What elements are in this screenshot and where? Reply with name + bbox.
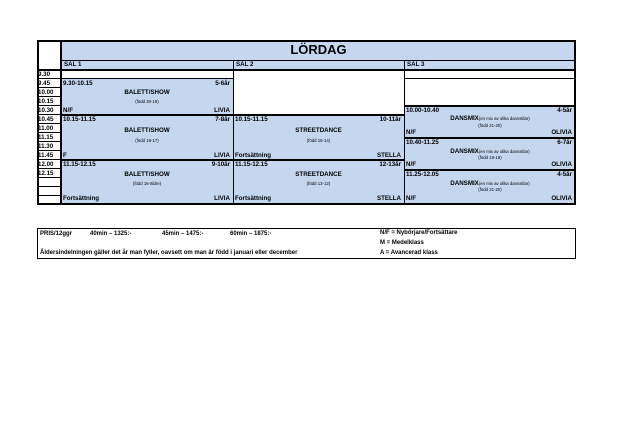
class-name: DANSMIX: [450, 115, 479, 122]
class-name: BALETT/SHOW: [124, 127, 170, 134]
class-born: (född 18-17): [135, 138, 159, 143]
price-45min: 45min – 1475:-: [162, 231, 204, 237]
time-label: 11.45: [38, 152, 54, 159]
class-level: Fortsättning: [235, 195, 272, 202]
class-teacher: LIVIA: [214, 107, 230, 114]
price-60min: 60min – 1875:-: [230, 231, 272, 237]
class-level: F: [63, 152, 67, 159]
class-age: 4-5år: [557, 107, 572, 114]
hall-header-sal1: SAL 1: [64, 61, 82, 68]
class-subtitle: (en mix av olika dansstilar): [478, 116, 530, 121]
class-time: 11.15-12.15: [235, 161, 268, 168]
class-teacher: STELLA: [376, 195, 401, 202]
class-time: 11.25-12.05: [406, 171, 439, 178]
class-teacher: LIVIA: [214, 195, 230, 202]
class-time: 10.15-11.15: [63, 116, 96, 123]
class-born: (född 16-äldre): [132, 181, 162, 186]
time-label: 12.00: [38, 161, 54, 168]
class-time: 10.40-11.25: [406, 139, 439, 146]
legend-a: A = Avancerad klass: [380, 250, 438, 256]
time-label: 11.00: [38, 125, 54, 132]
time-label: 10.30: [38, 107, 54, 114]
class-name: DANSMIX: [450, 180, 479, 187]
class-level: N/F: [406, 129, 416, 136]
class-age: 5-6år: [215, 80, 230, 87]
border-bottom: [37, 203, 576, 205]
class-time: 10.00-10.40: [406, 107, 440, 114]
class-teacher: STELLA: [376, 152, 401, 159]
class-born: (född 13-12): [306, 181, 331, 186]
price-40min: 40min – 1325:-: [90, 231, 132, 237]
class-teacher: LIVIA: [214, 152, 230, 159]
class-subtitle: (en mix av olika dansstilar): [478, 181, 530, 186]
class-born: (född 19-18): [478, 155, 502, 160]
price-label: PRIS/12ggr: [40, 231, 73, 237]
info-box: [37, 228, 576, 259]
class-born: (född 21-20): [478, 123, 502, 128]
class-teacher: OLIVIA: [551, 161, 572, 168]
schedule-table: [37, 40, 576, 204]
class-name: DANSMIX: [450, 148, 479, 155]
class-age: 7-8år: [215, 116, 230, 123]
day-title: LÖRDAG: [290, 42, 347, 57]
class-age: 6-7år: [557, 139, 572, 146]
class-level: Fortsättning: [235, 152, 272, 159]
class-subtitle: (en mix av olika dansstilar): [478, 149, 530, 154]
class-born: (född 21-20): [478, 187, 502, 192]
title-divider: [61, 60, 576, 61]
sal3-line: [404, 78, 576, 79]
legend-nf: N/F = Nybörjare/Fortsättare: [380, 230, 458, 236]
time-label: 10.00: [38, 89, 54, 96]
class-born: (född 15-14): [306, 138, 331, 143]
header-divider: [37, 69, 576, 71]
class-time: 11.15-12.15: [63, 161, 96, 168]
sal3-header-fill: [404, 60, 576, 69]
class-level: N/F: [406, 161, 416, 168]
time-label: 11.30: [38, 143, 54, 150]
class-name: BALETT/SHOW: [124, 89, 170, 96]
time-label: 11.15: [38, 134, 54, 141]
class-born: (född 20-19): [135, 99, 159, 104]
time-label: 9.45: [38, 80, 51, 87]
class-teacher: OLIVIA: [551, 129, 572, 136]
class-time: 10.15-11.15: [235, 116, 268, 123]
class-age: 9-10år: [211, 161, 230, 168]
class-age: 4-5år: [557, 171, 572, 178]
time-label: 10.15: [38, 98, 54, 105]
hall-header-sal3: SAL 3: [407, 61, 425, 68]
class-level: N/F: [406, 195, 416, 202]
time-label: 9.30: [38, 71, 51, 78]
sal1-header-fill: [61, 60, 233, 69]
sal2-header-fill: [233, 60, 404, 69]
row-line: [37, 186, 61, 187]
class-time: 9.30-10.15: [63, 80, 93, 87]
age-note: Åldersindelningen gäller det år man fyller, oavsett om man är född i januari eller december: [40, 250, 298, 256]
time-label: 10.45: [38, 116, 54, 123]
time-label: 12.15: [38, 170, 54, 177]
hall-header-sal2: SAL 2: [236, 61, 254, 68]
class-teacher: OLIVIA: [551, 195, 572, 202]
class-name: STREETDANCE: [295, 171, 342, 178]
class-level: Fortsättning: [63, 195, 100, 202]
legend-m: M = Medelklass: [380, 240, 424, 246]
class-age: 10-11år: [379, 116, 401, 123]
class-name: STREETDANCE: [295, 127, 342, 134]
class-age: 12-13år: [379, 161, 401, 168]
class-level: N/F: [63, 107, 73, 114]
class-name: BALETT/SHOW: [124, 171, 170, 178]
row-line: [37, 195, 61, 196]
